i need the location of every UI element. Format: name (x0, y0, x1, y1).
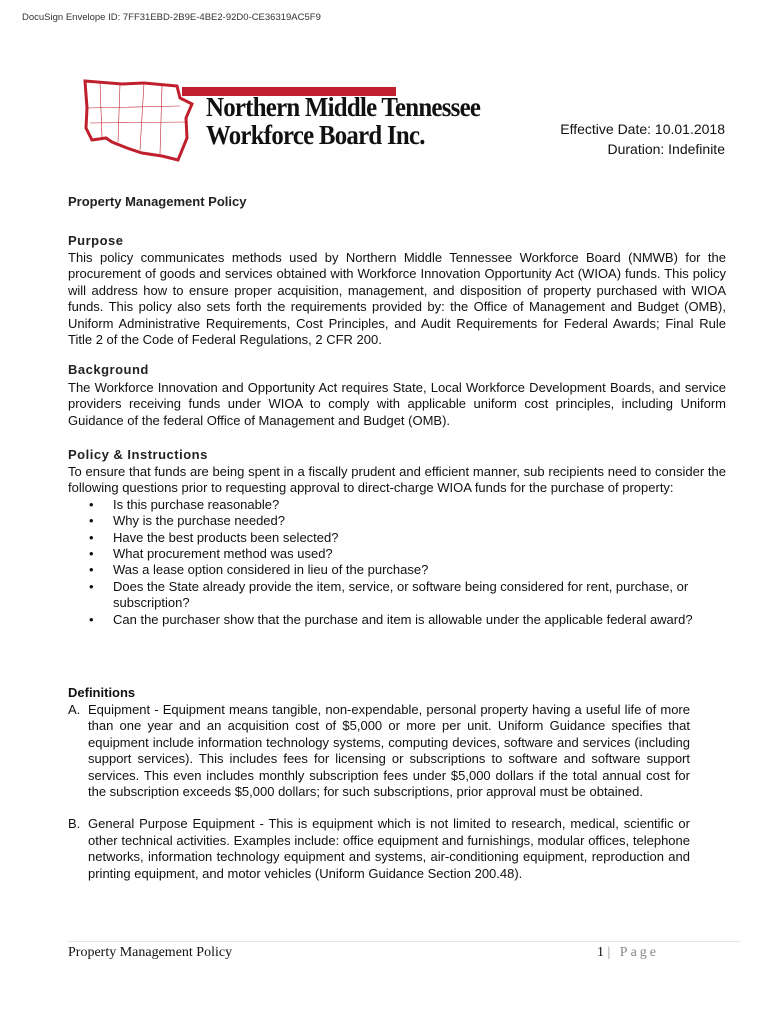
background-text: The Workforce Innovation and Opportunity Act requires State, Local Workforce Development Boards, and service providers receiving funds under WIOA to comply with applicable uniform cost principles, including Uniform Guidance of the federal Office of Management and Budget (OMB). (68, 380, 726, 428)
page-num: 1 (597, 945, 604, 960)
definitions-heading: Definitions (68, 685, 136, 700)
list-item: • Have the best products been selected? (113, 530, 726, 546)
logo-line2: Workforce Board Inc. (206, 120, 425, 150)
list-item: • What procurement method was used? (113, 546, 726, 562)
page-label: | Page (607, 945, 660, 960)
envelope-id: DocuSign Envelope ID: 7FF31EBD-2B9E-4BE2-92D0-CE36319AC5F9 (22, 12, 321, 23)
list-item: • Can the purchaser show that the purchase and item is allowable under the applicable federal award? (113, 612, 726, 628)
policy-section (68, 464, 726, 628)
definition-label: A. (68, 702, 81, 717)
list-item: • Why is the purchase needed? (113, 513, 726, 529)
definition-text: General Purpose Equipment - This is equipment which is not limited to research, medical, scientific or other technical activities. Examples include: office equipment and furnishings, modular offices, telephone networks, information technology equipment and systems, air-conditioning equipment, reproduction and printing equipment, and motor vehicles (Uniform Guidance Section 200.48). (88, 816, 690, 881)
page-title: Property Management Policy (68, 194, 247, 209)
footer-title: Property Management Policy (68, 945, 233, 960)
definition-label: B. (68, 816, 81, 832)
effective-date: Effective Date: 10.01.2018 (560, 121, 725, 137)
policy-intro: To ensure that funds are being spent in a fiscally prudent and efficient manner, sub recipients need to consider the following questions prior to requesting approval to direct-charge WIOA funds for the purchase of property: (68, 464, 726, 496)
question-list (68, 497, 726, 628)
purpose-text: This policy communicates methods used by Northern Middle Tennessee Workforce Board (NMWB) for the procurement of goods and services obtained with Workforce Innovation Opportunity Act (WIOA) funds. This policy will address how to ensure proper acquisition, management, and disposition of property purchased with WIOA funds. This policy also sets forth the requirements provided by: the Office of Management and Budget (OMB), Uniform Administrative Requirements, Cost Principles, and Audit Requirements for Federal Awards; Final Rule Title 2 of the Code of Federal Regulations, 2 CFR 200. (68, 250, 726, 348)
list-item: • Does the State already provide the item, service, or software being considered for rent, purchase, or subscription? (113, 579, 726, 612)
list-item: • Was a lease option considered in lieu of the purchase? (113, 562, 726, 578)
logo (82, 78, 512, 164)
purpose-heading: Purpose (68, 233, 124, 248)
policy-meta (560, 119, 725, 159)
footer-divider (68, 941, 740, 942)
definition-item (68, 816, 690, 882)
background-heading: Background (68, 362, 149, 377)
logo-line1: Northern Middle Tennessee (206, 92, 481, 122)
definitions-list (68, 702, 690, 882)
page-number (597, 945, 659, 961)
policy-heading: Policy & Instructions (68, 447, 208, 462)
list-item: • Is this purchase reasonable? (113, 497, 726, 513)
definition-item (68, 702, 690, 800)
duration: Duration: Indefinite (607, 141, 725, 157)
definition-text: Equipment - Equipment means tangible, non-expendable, personal property having a useful life of more than one year and an acquisition cost of $5,000 or more per unit. Uniform Guidance specifies that equipment include information technology systems, computing devices, software and services (including support services). This includes fees for licensing or subscriptions to software and software support services. This even includes monthly subscription fees under $5,000 dollars if the total annual cost for the subscription exceeds $5,000 dollars; for such subscriptions, prior approval must be obtained. (88, 702, 690, 800)
